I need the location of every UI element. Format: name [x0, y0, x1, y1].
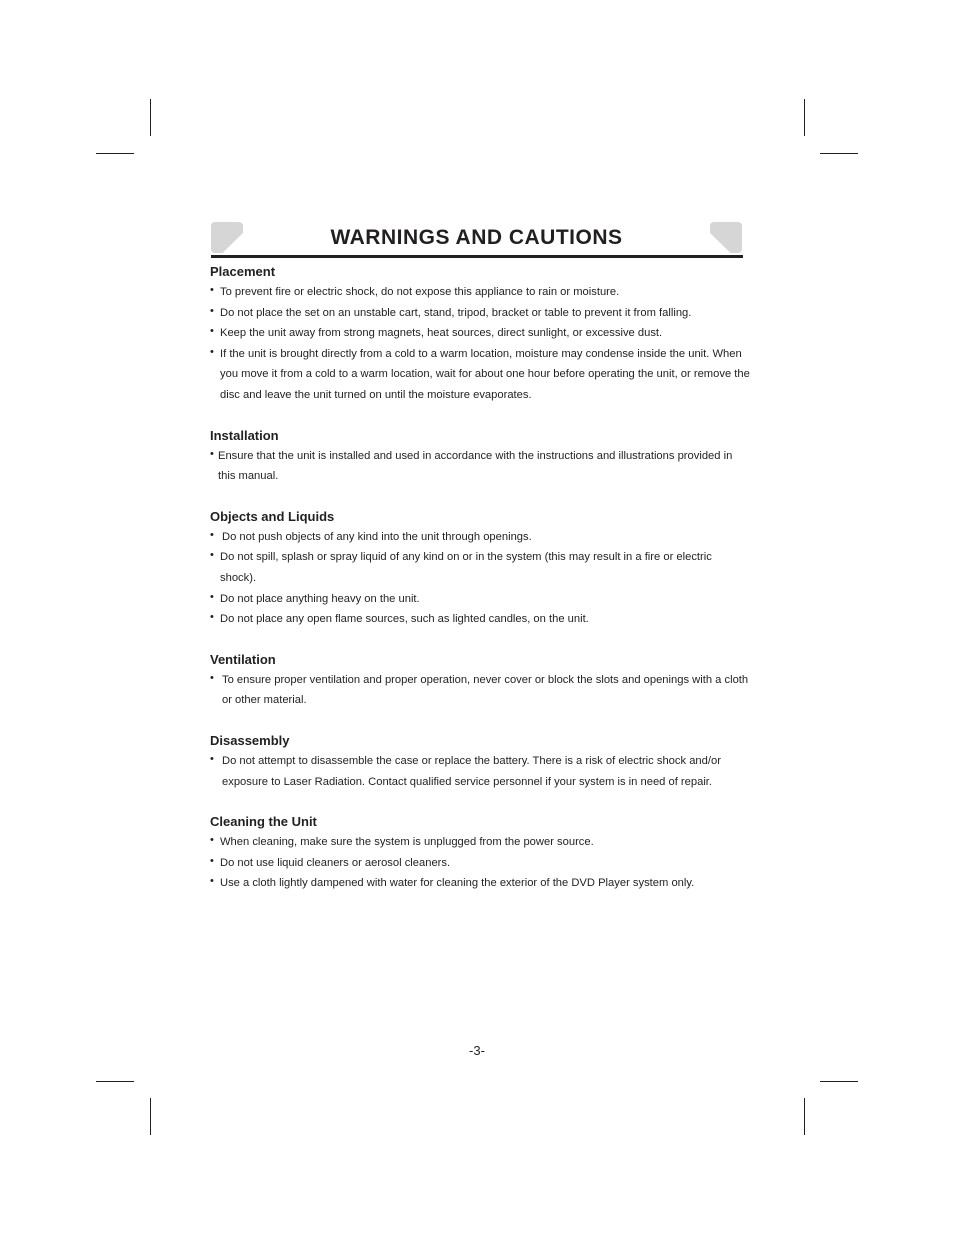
list-item: • Do not push objects of any kind into the unit through openings.: [210, 527, 750, 548]
list-item: • To ensure proper ventilation and proper operation, never cover or block the slots and openings with a cloth or other material.: [210, 670, 750, 711]
section-heading: Objects and Liquids: [210, 508, 335, 524]
crop-mark: [804, 1098, 805, 1135]
bullet-icon: •: [210, 284, 214, 296]
section-ventilation: [210, 650, 750, 731]
section-placement: [210, 262, 750, 426]
crop-mark: [820, 1081, 858, 1082]
section-heading: Cleaning the Unit: [210, 814, 317, 830]
list-item: • To prevent fire or electric shock, do not expose this appliance to rain or moisture.: [210, 282, 750, 303]
bullet-icon: •: [210, 345, 214, 358]
bullet-icon: •: [210, 549, 214, 562]
list-item: • Do not place any open flame sources, such as lighted candles, on the unit.: [210, 609, 750, 630]
list-item: • When cleaning, make sure the system is unplugged from the power source.: [210, 832, 750, 853]
list-item: • Ensure that the unit is installed and used in accordance with the instructions and illustrations provided in this manual.: [210, 446, 750, 487]
section-heading: Ventilation: [210, 651, 276, 667]
section-heading: Installation: [210, 427, 279, 443]
section-cleaning-the-unit: [210, 812, 750, 894]
section-heading: Disassembly: [210, 732, 290, 748]
title-underline: [211, 255, 743, 258]
bullet-list: [210, 751, 750, 792]
page-number: -3-: [469, 1043, 485, 1058]
bullet-icon: •: [210, 875, 214, 888]
crop-mark: [96, 1081, 134, 1082]
bullet-list: [210, 446, 750, 487]
bullet-list: [210, 670, 750, 711]
bullet-list: [210, 832, 750, 894]
list-item: • Do not place the set on an unstable cart, stand, tripod, bracket or table to prevent it from falling.: [210, 303, 750, 324]
bullet-list: [210, 527, 750, 630]
header-tab-decoration: [710, 222, 742, 253]
bullet-icon: •: [210, 325, 214, 338]
crop-mark: [96, 153, 134, 154]
bullet-icon: •: [210, 752, 214, 765]
list-item: • Do not attempt to disassemble the case or replace the battery. There is a risk of electric shock and/or exposure to Laser Radiation. Contact qualified service personnel if your system is in need of repair.: [210, 751, 750, 792]
header-tab-decoration: [211, 222, 243, 253]
list-item: • Use a cloth lightly dampened with water for cleaning the exterior of the DVD Player system only.: [210, 873, 750, 894]
list-item: • Do not place anything heavy on the unit.: [210, 589, 750, 610]
crop-mark: [150, 99, 151, 136]
bullet-list: [210, 282, 750, 406]
bullet-icon: •: [210, 528, 214, 541]
list-item: • Keep the unit away from strong magnets, heat sources, direct sunlight, or excessive dust.: [210, 323, 750, 344]
bullet-icon: •: [210, 611, 214, 624]
section-installation: [210, 426, 750, 507]
list-item: • If the unit is brought directly from a cold to a warm location, moisture may condense inside the unit. When you move it from a cold to a warm location, wait for about one hour before operating the unit, or remove the disc and leave the unit turned on until the moisture evaporates.: [210, 344, 750, 406]
bullet-icon: •: [210, 304, 214, 317]
crop-mark: [820, 153, 858, 154]
bullet-icon: •: [210, 671, 214, 684]
page-title: WARNINGS AND CAUTIONS: [330, 226, 623, 249]
bullet-icon: •: [210, 834, 214, 847]
list-item: • Do not use liquid cleaners or aerosol cleaners.: [210, 853, 750, 874]
crop-mark: [150, 1098, 151, 1135]
bullet-icon: •: [210, 854, 214, 867]
bullet-icon: •: [210, 590, 214, 603]
list-item: • Do not spill, splash or spray liquid of any kind on or in the system (this may result in a fire or electric shock).: [210, 547, 750, 588]
section-objects-and-liquids: [210, 507, 750, 650]
section-heading: Placement: [210, 264, 276, 279]
section-disassembly: [210, 731, 750, 812]
bullet-icon: •: [210, 447, 214, 460]
crop-mark: [804, 99, 805, 136]
document-body: [210, 262, 750, 894]
